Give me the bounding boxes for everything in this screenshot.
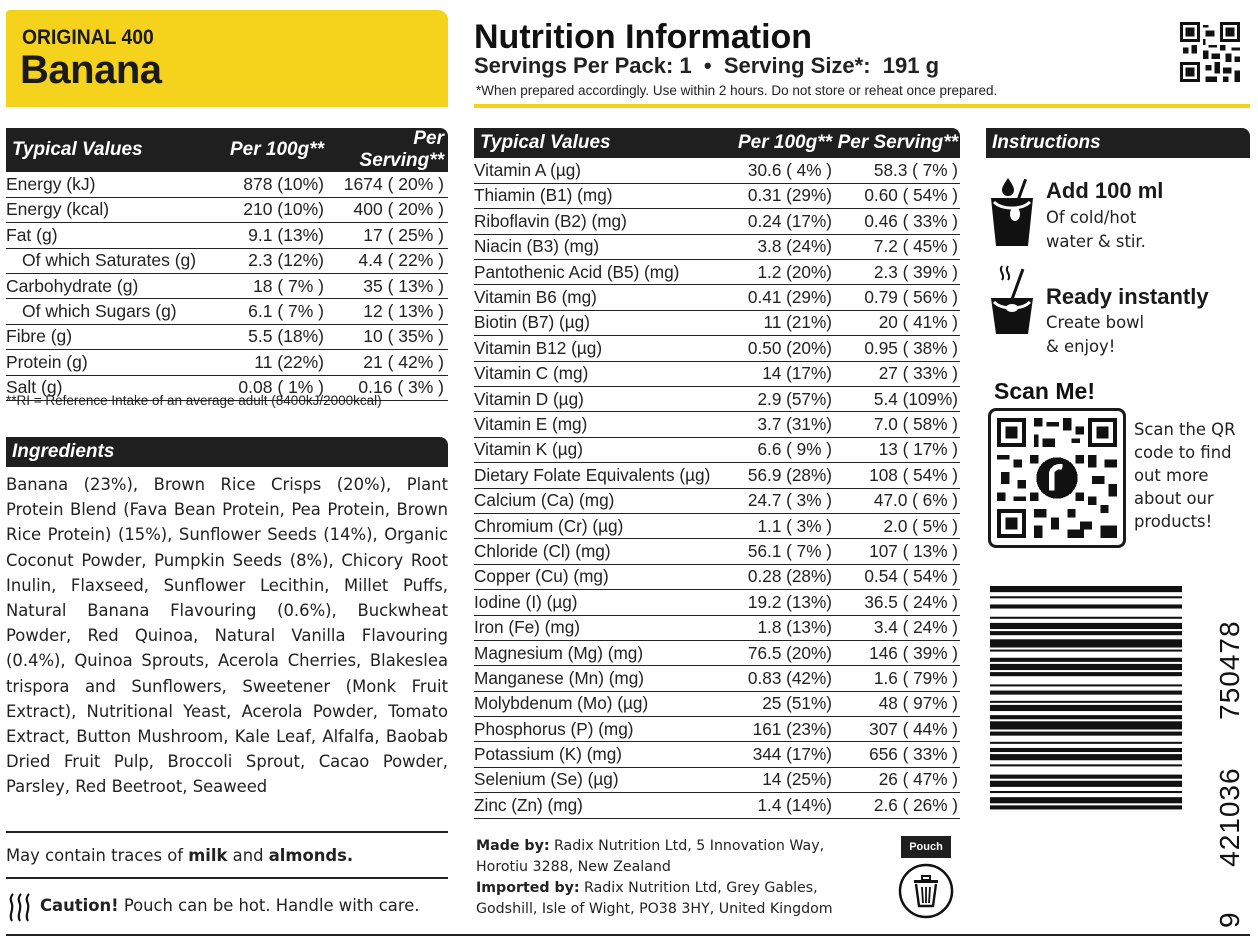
nutrient-name: Fat (g)	[6, 223, 211, 248]
barcode-bar	[990, 701, 1182, 703]
table-header	[6, 128, 448, 172]
table-row	[474, 285, 960, 310]
per-100g-value: 1.1 ( 3% )	[732, 513, 832, 538]
barcode-bar	[990, 596, 1182, 598]
nutrient-name: Calcium (Ca) (mg)	[474, 488, 732, 513]
per-100g-value: 1.8 (13%)	[732, 615, 832, 640]
nutrient-name: Vitamin B12 (µg)	[474, 336, 732, 361]
per-serving-value: 146 ( 39% )	[832, 640, 960, 665]
col-typical-values: Typical Values	[474, 128, 732, 158]
table-row	[474, 260, 960, 285]
cup-spoon-icon	[988, 264, 1036, 338]
per-100g-value: 9.1 (13%)	[211, 223, 324, 248]
step2-title: Ready instantly	[1046, 284, 1209, 309]
nutrient-name: Vitamin E (mg)	[474, 412, 732, 437]
cup-pour-icon	[988, 176, 1036, 250]
table-row	[474, 234, 960, 259]
made-by-label: Made by:	[476, 838, 550, 854]
per-serving-value: 2.3 ( 39% )	[832, 260, 960, 285]
per-100g-value: 1.2 (20%)	[732, 260, 832, 285]
table-row	[474, 513, 960, 538]
per-100g-value: 19.2 (13%)	[732, 590, 832, 615]
nutrient-name: Energy (kcal)	[6, 197, 211, 222]
nutrient-name: Vitamin B6 (mg)	[474, 285, 732, 310]
per-100g-value: 878 (10%)	[211, 172, 324, 197]
table-row	[474, 691, 960, 716]
nutrient-name: Of which Sugars (g)	[6, 299, 211, 324]
table-row	[474, 590, 960, 615]
barcode-bar	[990, 705, 1182, 711]
per-100g-value: 0.08 ( 1% )	[211, 375, 324, 400]
per-serving-value: 0.79 ( 56% )	[832, 285, 960, 310]
per-serving-value: 0.95 ( 38% )	[832, 336, 960, 361]
nutrient-name: Pantothenic Acid (B5) (mg)	[474, 260, 732, 285]
table-row	[474, 488, 960, 513]
nutrient-name: Fibre (g)	[6, 324, 211, 349]
table-row	[474, 437, 960, 462]
barcode-group2: 750478	[1214, 620, 1245, 720]
per-serving-value: 20 ( 41% )	[832, 310, 960, 335]
barcode-icon	[990, 586, 1182, 920]
per-serving-value: 656 ( 33% )	[832, 742, 960, 767]
nutrient-name: Vitamin A (µg)	[474, 158, 732, 183]
barcode-bar	[990, 604, 1182, 608]
per-serving-value: 108 ( 54% )	[832, 463, 960, 488]
table-row	[474, 412, 960, 437]
barcode-bar	[990, 658, 1182, 662]
barcode-bar	[990, 715, 1182, 719]
per-serving-value: 48 ( 97% )	[832, 691, 960, 716]
nutrient-name: Manganese (Mn) (mg)	[474, 666, 732, 691]
allergen-almonds: almonds.	[268, 846, 354, 865]
barcode-bar	[990, 639, 1182, 647]
per-100g-value: 0.83 (42%)	[732, 666, 832, 691]
nutrient-name: Vitamin D (µg)	[474, 387, 732, 412]
col-per-100g: Per 100g**	[732, 128, 832, 158]
per-100g-value: 0.24 (17%)	[732, 209, 832, 234]
caution-text: Pouch can be hot. Handle with care.	[118, 896, 420, 915]
caution-label: Caution!	[40, 896, 119, 915]
table-row	[474, 539, 960, 564]
table-row	[474, 183, 960, 208]
nutrient-name: Iron (Fe) (mg)	[474, 615, 732, 640]
per-100g-value: 30.6 ( 4% )	[732, 158, 832, 183]
per-100g-value: 14 (17%)	[732, 361, 832, 386]
col-per-100g: Per 100g**	[211, 128, 324, 172]
barcode-bar	[990, 650, 1182, 652]
barcode-bar	[990, 791, 1182, 793]
barcode	[990, 586, 1218, 920]
barcode-bar	[990, 721, 1182, 729]
per-100g-value: 11 (21%)	[732, 310, 832, 335]
per-100g-value: 0.31 (29%)	[732, 183, 832, 208]
barcode-digits	[1214, 620, 1254, 928]
bottom-divider	[6, 934, 1250, 936]
instructions-heading: Instructions	[986, 128, 1250, 158]
nutrient-name: Energy (kJ)	[6, 172, 211, 197]
per-serving-value: 26 ( 47% )	[832, 767, 960, 792]
table-row	[474, 767, 960, 792]
per-100g-value: 2.9 (57%)	[732, 387, 832, 412]
nutrient-name: Vitamin C (mg)	[474, 361, 732, 386]
per-serving-value: 400 ( 20% )	[324, 197, 448, 222]
step1-text	[1046, 206, 1146, 254]
per-100g-value: 0.28 (28%)	[732, 564, 832, 589]
energy-table	[6, 128, 448, 401]
per-100g-value: 5.5 (18%)	[211, 324, 324, 349]
col-per-serving: Per Serving**	[324, 128, 448, 172]
table-row	[474, 615, 960, 640]
divider	[6, 877, 448, 879]
allergen-and: and	[227, 846, 269, 865]
nutrient-name: Vitamin K (µg)	[474, 437, 732, 462]
per-serving-value: 3.4 ( 24% )	[832, 615, 960, 640]
nutrient-name: Thiamin (B1) (mg)	[474, 183, 732, 208]
table-row	[6, 274, 448, 299]
table-row	[6, 248, 448, 273]
per-100g-value: 3.7 (31%)	[732, 412, 832, 437]
product-line: ORIGINAL 400	[22, 26, 154, 49]
nutrient-name: Magnesium (Mg) (mg)	[474, 640, 732, 665]
barcode-bar	[990, 623, 1182, 629]
per-serving-value: 47.0 ( 6% )	[832, 488, 960, 513]
nutrient-name: Protein (g)	[6, 350, 211, 375]
nutrient-name: Chloride (Cl) (mg)	[474, 539, 732, 564]
per-serving-value: 58.3 ( 7% )	[832, 158, 960, 183]
per-serving-value: 1.6 ( 79% )	[832, 666, 960, 691]
ingredients-heading: Ingredients	[6, 437, 448, 467]
per-serving-value: 307 ( 44% )	[832, 717, 960, 742]
table-row	[474, 209, 960, 234]
step1-title: Add 100 ml	[1046, 178, 1164, 203]
nutrient-name: Chromium (Cr) (µg)	[474, 513, 732, 538]
barcode-first-digit: 9	[1214, 912, 1245, 928]
nutrient-name: Phosphorus (P) (mg)	[474, 717, 732, 742]
per-serving-value: 2.0 ( 5% )	[832, 513, 960, 538]
table-row	[474, 158, 960, 183]
qr-code[interactable]	[988, 408, 1126, 548]
step2-text	[1046, 311, 1144, 359]
table-row	[474, 640, 960, 665]
table-row	[6, 324, 448, 349]
per-serving-value: 1674 ( 20% )	[324, 172, 448, 197]
allergen-prefix: May contain traces of	[6, 846, 189, 865]
allergen-milk: milk	[188, 846, 228, 865]
allergen-note	[6, 846, 353, 865]
heat-icon	[8, 893, 32, 923]
step2-line: & enjoy!	[1046, 337, 1116, 356]
per-serving-value: 12 ( 13% )	[324, 299, 448, 324]
table-row	[474, 564, 960, 589]
per-serving-value: 0.16 ( 3% )	[324, 375, 448, 400]
per-serving-value: 2.6 ( 26% )	[832, 793, 960, 818]
per-100g-value: 6.6 ( 9% )	[732, 437, 832, 462]
table-row	[6, 197, 448, 222]
col-per-serving: Per Serving**	[832, 128, 960, 158]
per-100g-value: 11 (22%)	[211, 350, 324, 375]
per-100g-value: 344 (17%)	[732, 742, 832, 767]
step1-line: water & stir.	[1046, 232, 1146, 251]
barcode-bar	[990, 748, 1182, 752]
barcode-group1: 421036	[1214, 767, 1245, 867]
pouch-recycling-badge	[895, 836, 957, 926]
per-serving-value: 7.2 ( 45% )	[832, 234, 960, 259]
product-flavour: Banana	[20, 48, 162, 92]
imported-by-text: Radix Nutrition Ltd, Grey Gables, Godshill, Isle of Wight, PO38 3HY, United Kingdom	[476, 880, 833, 917]
per-serving-value: 13 ( 17% )	[832, 437, 960, 462]
per-100g-value: 210 (10%)	[211, 197, 324, 222]
nutrient-name: Of which Saturates (g)	[6, 248, 211, 273]
barcode-bar	[990, 672, 1182, 676]
table-row	[474, 717, 960, 742]
per-serving-value: 35 ( 13% )	[324, 274, 448, 299]
barcode-bar	[990, 764, 1182, 766]
per-serving-value: 107 ( 13% )	[832, 539, 960, 564]
per-100g-value: 161 (23%)	[732, 717, 832, 742]
per-100g-value: 2.3 (12%)	[211, 248, 324, 273]
per-100g-value: 6.1 ( 7% )	[211, 299, 324, 324]
barcode-bar	[990, 775, 1182, 779]
per-serving-value: 0.60 ( 54% )	[832, 183, 960, 208]
per-serving-value: 21 ( 42% )	[324, 350, 448, 375]
nutrient-name: Biotin (B7) (µg)	[474, 310, 732, 335]
barcode-bar	[990, 781, 1182, 787]
table-row	[474, 361, 960, 386]
per-serving-value: 7.0 ( 58% )	[832, 412, 960, 437]
step2-line: Create bowl	[1046, 313, 1145, 332]
per-100g-value: 56.1 ( 7% )	[732, 539, 832, 564]
barcode-bar	[990, 684, 1182, 686]
barcode-bar	[990, 631, 1182, 635]
per-100g-value: 25 (51%)	[732, 691, 832, 716]
bin-icon	[895, 856, 957, 922]
table-row	[6, 299, 448, 324]
per-100g-value: 24.7 ( 3% )	[732, 488, 832, 513]
nutrient-name: Niacin (B3) (mg)	[474, 234, 732, 259]
per-serving-value: 36.5 ( 24% )	[832, 590, 960, 615]
nutrient-name: Molybdenum (Mo) (µg)	[474, 691, 732, 716]
nutrition-title: Nutrition Information	[474, 18, 813, 56]
table-row	[6, 223, 448, 248]
barcode-bar	[990, 805, 1182, 809]
per-100g-value: 1.4 (14%)	[732, 793, 832, 818]
scan-description: Scan the QR code to find out more about our products!	[1134, 420, 1236, 531]
barcode-digit-row	[1214, 598, 1246, 928]
qr-code-icon[interactable]	[1180, 22, 1240, 82]
serving-info: Servings Per Pack: 1 • Serving Size*: 191 g	[474, 53, 940, 78]
barcode-bar	[990, 586, 1182, 592]
table-row	[474, 336, 960, 361]
per-100g-value: 56.9 (28%)	[732, 463, 832, 488]
per-serving-value: 0.54 ( 54% )	[832, 564, 960, 589]
per-100g-value: 0.50 (20%)	[732, 336, 832, 361]
per-100g-value: 76.5 (20%)	[732, 640, 832, 665]
step1-line: Of cold/hot	[1046, 208, 1137, 227]
ingredients-text: Banana (23%), Brown Rice Crisps (20%), Plant Protein Blend (Fava Bean Protein, Pea Protein, Brown Rice Protein) (15%), Sunflower Seeds (14%), Organic Coconut Powder, Pumpkin Seeds (8%), Chicory Root Inulin, Flaxseed, Sunflower Lecithin, Millet Puffs, Natural Banana Flavouring (0.6%), Buckwheat Powder, Red Quinoa, Natural Vanilla Flavouring (0.4%), Quinoa Sprouts, Acerola Cherries, Blakeslea trispora and Sunflowers, Sweetener (Monk Fruit Extract), Nutritional Yeast, Acerola Powder, Tomato Extract, Button Mushroom, Kale Leaf, Alfalfa, Baobab Dried Fruit Pulp, Broccoli Sprout, Cacao Powder, Parsley, Red Beetroot, Seaweed	[6, 475, 448, 797]
barcode-bar	[990, 754, 1182, 760]
barcode-bar	[990, 664, 1182, 670]
per-100g-value: 3.8 (24%)	[732, 234, 832, 259]
header-divider	[474, 104, 1250, 108]
nutrient-name: Carbohydrate (g)	[6, 274, 211, 299]
nutrient-name: Salt (g)	[6, 375, 211, 400]
table-header	[474, 128, 960, 158]
col-typical-values: Typical Values	[6, 128, 211, 172]
imported-by-label: Imported by:	[476, 880, 580, 896]
per-serving-value: 27 ( 33% )	[832, 361, 960, 386]
nutrient-name: Riboflavin (B2) (mg)	[474, 209, 732, 234]
nutrient-name: Zinc (Zn) (mg)	[474, 793, 732, 818]
pouch-label: Pouch	[901, 836, 951, 858]
per-serving-value: 10 ( 35% )	[324, 324, 448, 349]
barcode-bar	[990, 732, 1182, 736]
barcode-bar	[990, 617, 1182, 619]
per-100g-value: 0.41 (29%)	[732, 285, 832, 310]
barcode-bar	[990, 797, 1182, 803]
made-by-text: Radix Nutrition Ltd, 5 Innovation Way, Horotiu 3288, New Zealand	[476, 838, 825, 875]
table-row	[474, 793, 960, 818]
scan-me-title: Scan Me!	[994, 378, 1095, 404]
table-row	[474, 310, 960, 335]
caution-note	[40, 896, 420, 915]
table-row	[474, 387, 960, 412]
qr-code-icon[interactable]	[997, 417, 1117, 539]
table-row	[474, 463, 960, 488]
nutrient-name: Copper (Cu) (mg)	[474, 564, 732, 589]
barcode-bar	[990, 691, 1182, 695]
barcode-bar	[990, 742, 1182, 744]
per-serving-value: 5.4 (109%)	[832, 387, 960, 412]
per-serving-value: 0.46 ( 33% )	[832, 209, 960, 234]
ri-footnote: **RI = Reference Intake of an average adult (8400kJ/2000kcal)	[6, 393, 382, 408]
nutrient-name: Potassium (K) (mg)	[474, 742, 732, 767]
per-serving-value: 4.4 ( 22% )	[324, 248, 448, 273]
preparation-note: *When prepared accordingly. Use within 2 hours. Do not store or reheat once prepared.	[476, 83, 998, 98]
vitamins-table	[474, 128, 960, 819]
table-row	[474, 742, 960, 767]
table-row	[6, 172, 448, 197]
per-100g-value: 18 ( 7% )	[211, 274, 324, 299]
per-serving-value: 17 ( 25% )	[324, 223, 448, 248]
nutrient-name: Selenium (Se) (µg)	[474, 767, 732, 792]
manufacturer-info	[476, 836, 876, 920]
table-row	[474, 666, 960, 691]
per-100g-value: 14 (25%)	[732, 767, 832, 792]
divider	[6, 831, 448, 833]
nutrient-name: Dietary Folate Equivalents (µg)	[474, 463, 732, 488]
table-row	[6, 350, 448, 375]
nutrient-name: Iodine (I) (µg)	[474, 590, 732, 615]
